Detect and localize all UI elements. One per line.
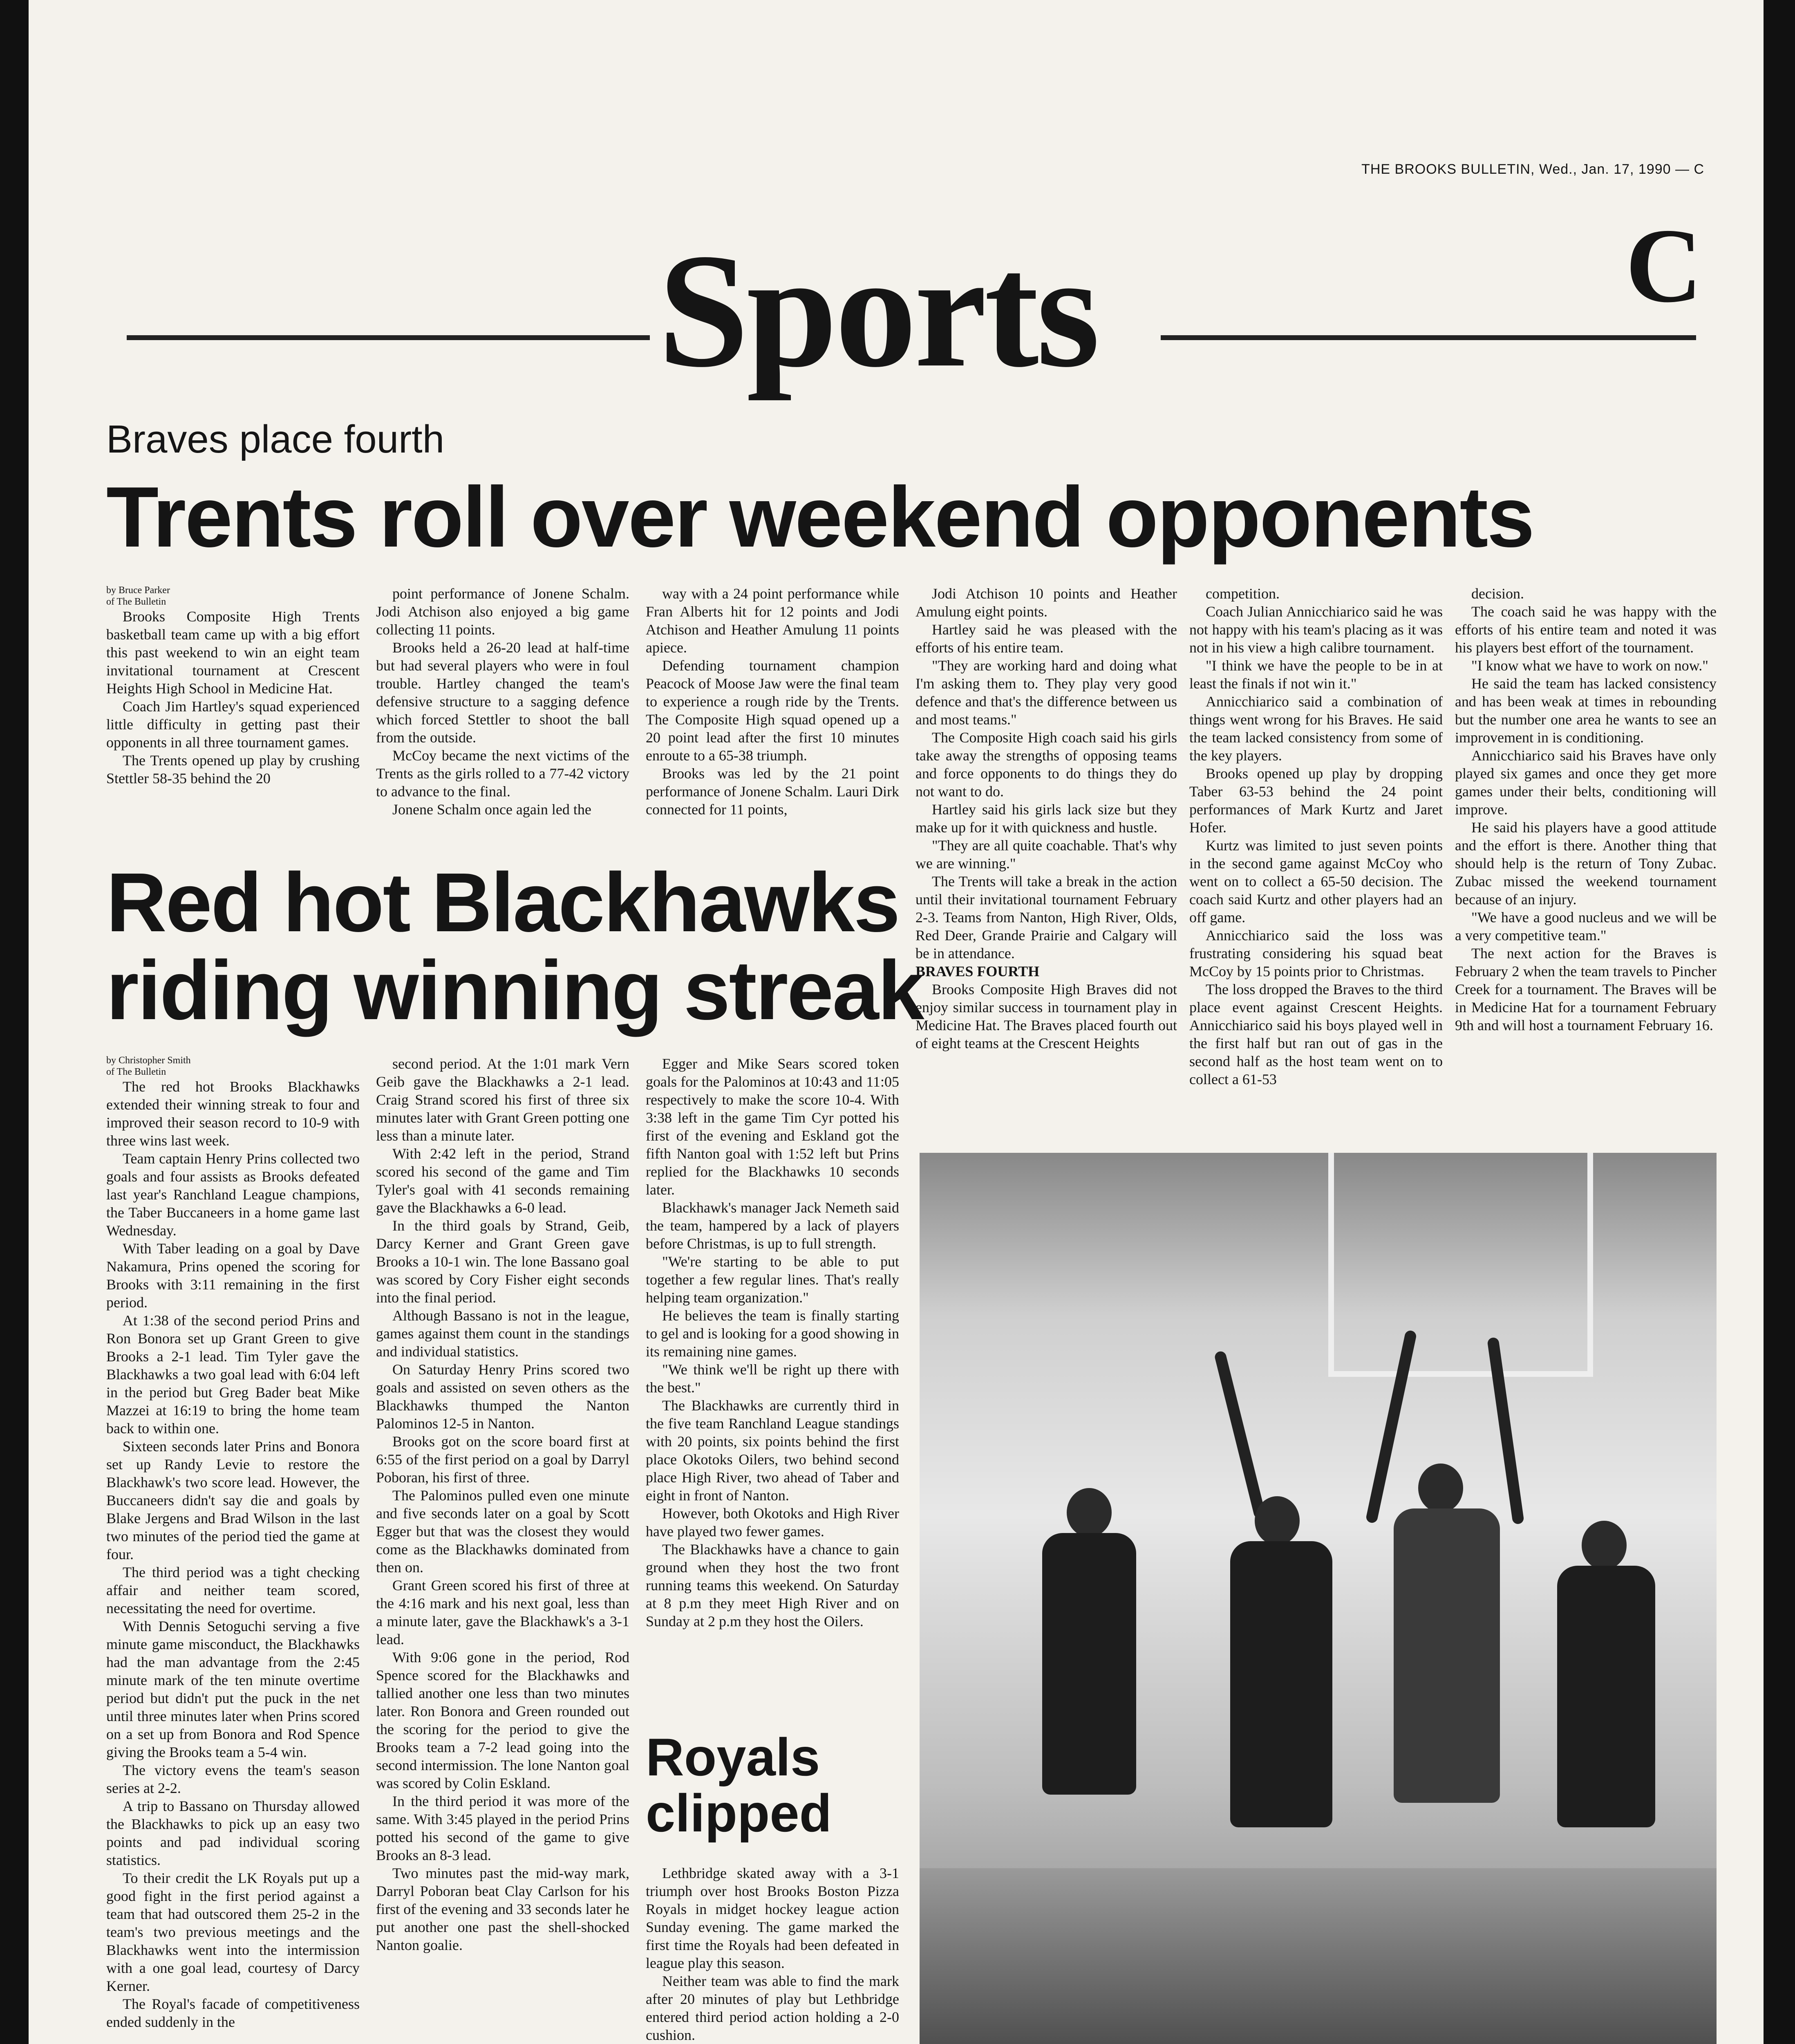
paragraph: Brooks Composite High Trents basketball team came up with a big effort this past weekend to win an eight team invitational tournament at Crescent Heights High School in Medicine Hat. xyxy=(106,608,360,697)
paragraph: The Blackhawks have a chance to gain ground when they host the two front running teams this weekend. On Saturday at 8 p.m they meet High River and on Sunday at 2 p.m they host the Oilers. xyxy=(646,1541,899,1629)
paragraph: Jodi Atchison 10 points and Heather Amulung eight points. xyxy=(915,585,1177,620)
paragraph: With Dennis Setoguchi serving a five minute game misconduct, the Blackhawks had the man advantage from the 2:45 minute mark of the ten minute overtime period but didn't put the puck in the net until three minutes later when Prins scored on a set up from Bonora and Rod Spence giving the Brooks team a 5-4 win. xyxy=(106,1618,360,1760)
story2-headline: Red hot Blackhawks riding winning streak xyxy=(106,856,923,1038)
paragraph: Lethbridge skated away with a 3-1 triumph over host Brooks Boston Pizza Royals in midget hockey league action Sunday evening. The game marked the first time the Royals had been defeated in league play this season. xyxy=(646,1865,899,1971)
paragraph: "They are all quite coachable. That's why we are winning." xyxy=(915,837,1177,872)
paragraph: The third period was a tight checking affair and neither team scored, necessitating the need for overtime. xyxy=(106,1564,360,1616)
player-head xyxy=(1255,1496,1300,1545)
story1-column-2 xyxy=(376,585,629,846)
paragraph: With Taber leading on a goal by Dave Nakamura, Prins opened the scoring for Brooks with 3:11 remaining in the first period. xyxy=(106,1240,360,1311)
paragraph: In the third period it was more of the same. With 3:45 played in the period Prins potted his second of the game to give Brooks an 8-3 lead. xyxy=(376,1793,629,1863)
paragraph: The Trents opened up play by crushing Stettler 58-35 behind the 20 xyxy=(106,752,360,787)
paragraph: Brooks Composite High Braves did not enjoy similar success in tournament play in Medicine Hat. The Braves placed fourth out of eight teams at the Crescent Heights xyxy=(915,981,1177,1051)
paragraph: The Trents will take a break in the action until their invitational tournament February 2-3. Teams from Nanton, High River, Olds, Red Deer, Grande Prairie and Calgary will be in attendance. xyxy=(915,873,1177,961)
player-figure xyxy=(1394,1508,1500,1803)
backboard-shape xyxy=(1328,1153,1593,1377)
story1-column-1 xyxy=(106,585,360,846)
paragraph: decision. xyxy=(1471,585,1524,602)
paragraph: Blackhawk's manager Jack Nemeth said the team, hampered by a lack of players before Christmas, is up to full strength. xyxy=(646,1199,899,1252)
player-head xyxy=(1067,1488,1112,1537)
paragraph: At 1:38 of the second period Prins and Ron Bonora set up Grant Green to give Brooks a 2-1 lead. Tim Tyler gave the Blackhawks a two goal lead with 6:04 left in the period but Greg Bader beat Mike Mazzei at 16:19 to bring the home team back to within one. xyxy=(106,1312,360,1437)
paragraph: Team captain Henry Prins collected two goals and four assists as Brooks defeated last year's Ranchland League champions, the Taber Buccaneers in a home game last Wednesday. xyxy=(106,1150,360,1239)
basketball-photo xyxy=(920,1153,1717,2044)
paragraph: The Composite High coach said his girls take away the strengths of opposing teams and force opponents to do things they do not want to do. xyxy=(915,729,1177,800)
story1-headline: Trents roll over weekend opponents xyxy=(106,469,1534,565)
story2-column-1 xyxy=(106,1055,360,2044)
paragraph: Annicchiarico said a combination of things went wrong for his Braves. He said the team lacked consistency from some of the key players. xyxy=(1189,693,1443,764)
gym-floor xyxy=(920,1868,1717,2044)
paragraph: Two minutes past the mid-way mark, Darryl Poboran beat Clay Carlson for his first of the evening and 33 seconds later he put another one past the shell-shocked Nanton goalie. xyxy=(376,1865,629,1953)
paragraph: He said the team has lacked consistency and has been weak at times in rebounding but the number one area he wants to see an improvement in is conditioning. xyxy=(1455,675,1717,746)
player-figure xyxy=(1557,1566,1655,1827)
paragraph: Brooks opened up play by dropping Taber 63-53 behind the 24 point performances of Mark Kurtz and Jaret Hofer. xyxy=(1189,765,1443,836)
paragraph: Sixteen seconds later Prins and Bonora set up Randy Levie to restore the Blackhawk's two score lead. However, the Buccaneers didn't say die and goals by Blake Jergens and Brad Wilson in the last two minutes of the period tied the game at four. xyxy=(106,1438,360,1562)
story2-byline: by Christopher Smith xyxy=(106,1055,191,1066)
paragraph: In the third goals by Strand, Geib, Darcy Kerner and Grant Green gave Brooks a 10-1 win. The lone Bassano goal was scored by Cory Fisher eight seconds into the final period. xyxy=(376,1217,629,1306)
story1-kicker: Braves place fourth xyxy=(106,417,445,461)
paragraph: A trip to Bassano on Thursday allowed the Blackhawks to pick up an easy two points and pad individual scoring statistics. xyxy=(106,1798,360,1868)
story1-column-4 xyxy=(915,585,1177,1149)
paragraph: Coach Jim Hartley's squad experienced little difficulty in getting past their opponents in all three tournament games. xyxy=(106,698,360,751)
paragraph: With 2:42 left in the period, Strand scored his second of the game and Tim Tyler's goal with 41 seconds remaining gave the Blackhawks a 6-0 lead. xyxy=(376,1145,629,1216)
paragraph: The coach said he was happy with the efforts of his entire team and noted it was his players best effort of the tournament. xyxy=(1455,603,1717,656)
newspaper-page xyxy=(29,0,1764,2044)
paragraph: point performance of Jonene Schalm. Jodi Atchison also enjoyed a big game collecting 11 points. xyxy=(376,585,629,638)
paragraph: Annicchiarico said his Braves have only played six games and once they get more games under their belts, conditioning will improve. xyxy=(1455,747,1717,818)
paragraph: Grant Green scored his first of three at the 4:16 mark and his next goal, less than a minute later, gave the Blackhawk's a 3-1 lead. xyxy=(376,1577,629,1647)
player-head xyxy=(1418,1464,1463,1513)
paragraph: The Blackhawks are currently third in the five team Ranchland League standings with 20 points, six points behind the first place Okotoks Oilers, two behind second place High River, two ahead of Taber and eight in front of Nanton. xyxy=(646,1397,899,1504)
masthead-rule-right xyxy=(1161,335,1696,340)
story2-column-2 xyxy=(376,1055,629,2044)
paragraph: "They are working hard and doing what I'm asking them to. They play very good defence and that's the difference between us and most teams." xyxy=(915,657,1177,728)
paragraph: The victory evens the team's season series at 2-2. xyxy=(106,1762,360,1796)
story2-column-3 xyxy=(646,1055,899,1717)
paragraph: The red hot Brooks Blackhawks extended their winning streak to four and improved their season record to 10-9 with three wins last week. xyxy=(106,1078,360,1149)
paragraph: The loss dropped the Braves to the third place event against Crescent Heights. Annicchiarico said his boys played well in the first half but ran out of gas in the second half as the host team went on to collect a 61-53 xyxy=(1189,981,1443,1087)
section-letter: C xyxy=(1625,207,1702,325)
paragraph: On Saturday Henry Prins scored two goals and assisted on seven others as the Blackhawks thumped the Nanton Palominos 12-5 in Nanton. xyxy=(376,1361,629,1432)
story1-column-3 xyxy=(646,585,899,846)
player-figure xyxy=(1042,1533,1136,1795)
paragraph: Brooks was led by the 21 point performance of Jonene Schalm. Lauri Dirk connected for 11 points, xyxy=(646,765,899,818)
paragraph: However, both Okotoks and High River have played two fewer games. xyxy=(646,1505,899,1540)
masthead-rule-left xyxy=(127,335,650,340)
paragraph: Jonene Schalm once again led the xyxy=(392,801,591,818)
player-figure xyxy=(1230,1541,1332,1827)
paragraph: Brooks got on the score board first at 6:55 of the first period on a goal by Darryl Poboran, his first of three. xyxy=(376,1433,629,1486)
story1-column-6 xyxy=(1455,585,1717,1149)
paragraph: Hartley said his girls lack size but they make up for it with quickness and hustle. xyxy=(915,801,1177,836)
player-arm xyxy=(1214,1350,1267,1520)
paragraph: Defending tournament champion Peacock of Moose Jaw were the final team to experience a rough ride by the Trents. The Composite High squad opened up a 20 point lead after the first 10 minutes enroute to a 65-38 triumph. xyxy=(646,657,899,764)
player-head xyxy=(1582,1521,1627,1570)
paragraph: With 9:06 gone in the period, Rod Spence scored for the Blackhawks and tallied another one less than two minutes later. Ron Bonora and Green rounded out the scoring for the period to give the Brooks team a 7-2 lead going into the second intermission. The lone Nanton goal was scored by Colin Eskland. xyxy=(376,1649,629,1791)
paragraph: The next action for the Braves is February 2 when the team travels to Pincher Creek for a tournament. The Braves will be in Medicine Hat for a tournament February 9th and will host a tournament February 16. xyxy=(1455,945,1717,1033)
paragraph: Neither team was able to find the mark after 20 minutes of play but Lethbridge entered third period action holding a 2-0 cushion. xyxy=(646,1973,899,2043)
braves-subhead: BRAVES FOURTH xyxy=(915,963,1040,979)
story3-headline: Royals clipped xyxy=(646,1727,832,1843)
story2-byline-org: of The Bulletin xyxy=(106,1067,166,1077)
paragraph: "We think we'll be right up there with the best." xyxy=(646,1361,899,1396)
paragraph: Annicchiarico said the loss was frustrating considering his squad beat McCoy by 15 points prior to Christmas. xyxy=(1189,927,1443,979)
paragraph: Brooks held a 26-20 lead at half-time but had several players who were in foul trouble. Hartley changed the team's defensive structure to a sagging defence which forced Stettler to shoot the ball from the outside. xyxy=(376,639,629,746)
story3-body xyxy=(646,1864,899,2044)
paragraph: He believes the team is finally starting to gel and is looking for a good showing in its remaining nine games. xyxy=(646,1307,899,1360)
story1-byline-org: of The Bulletin xyxy=(106,596,166,607)
paragraph: The Palominos pulled even one minute and five seconds later on a goal by Scott Egger but that was the closest they would come as the Blackhawks dominated from then on. xyxy=(376,1487,629,1576)
paragraph: The Royal's facade of competitiveness ended suddenly in the xyxy=(106,1996,360,2030)
paragraph: Kurtz was limited to just seven points in the second game against McCoy who went on to collect a 65-50 decision. The coach said Kurtz and other players had an off game. xyxy=(1189,837,1443,926)
paragraph: second period. At the 1:01 mark Vern Geib gave the Blackhawks a 2-1 lead. Craig Strand scored his first of three six minutes later with Grant Green potting one less than a minute later. xyxy=(376,1056,629,1144)
paragraph: Although Bassano is not in the league, games against them count in the standings and individual statistics. xyxy=(376,1307,629,1360)
paragraph: Hartley said he was pleased with the efforts of his entire team. xyxy=(915,621,1177,656)
paragraph: McCoy became the next victims of the Trents as the girls rolled to a 77-42 victory to advance to the final. xyxy=(376,747,629,800)
section-title: Sports xyxy=(658,220,1098,401)
paragraph: He said his players have a good attitude and the effort is there. Another thing that should help is the return of Tony Zubac. Zubac missed the weekend tournament because of an injury. xyxy=(1455,819,1717,908)
paragraph: way with a 24 point performance while Fran Alberts hit for 12 points and Jodi Atchison and Heather Amulung 11 points apiece. xyxy=(646,585,899,656)
paragraph: "I know what we have to work on now." xyxy=(1471,657,1708,674)
paragraph: To their credit the LK Royals put up a good fight in the first period against a team that had outscored them 25-2 in the team's two previous meetings and the Blackhawks went into the intermission with a one goal lead, courtesy of Darcy Kerner. xyxy=(106,1870,360,1994)
story1-column-5 xyxy=(1189,585,1443,1149)
story1-byline: by Bruce Parker xyxy=(106,585,170,596)
folio-line: THE BROOKS BULLETIN, Wed., Jan. 17, 1990 — C xyxy=(1361,161,1704,177)
paragraph: Coach Julian Annicchiarico said he was not happy with his team's placing as it was not in his view a high calibre tournament. xyxy=(1189,603,1443,656)
paragraph: Egger and Mike Sears scored token goals for the Palominos at 10:43 and 11:05 respectively to make the score 10-4. With 3:38 left in the game Tim Cyr potted his first of the evening and Eskland got the fifth Nanton goal with 1:52 left but Prins replied for the Blackhawks 10 seconds later. xyxy=(646,1056,899,1198)
paragraph: "We have a good nucleus and we will be a very competitive team." xyxy=(1455,909,1717,944)
paragraph: "I think we have the people to be in at least the finals if not win it." xyxy=(1189,657,1443,692)
paragraph: competition. xyxy=(1206,585,1280,602)
paragraph: "We're starting to be able to put together a few regular lines. That's really helping team organization." xyxy=(646,1253,899,1306)
